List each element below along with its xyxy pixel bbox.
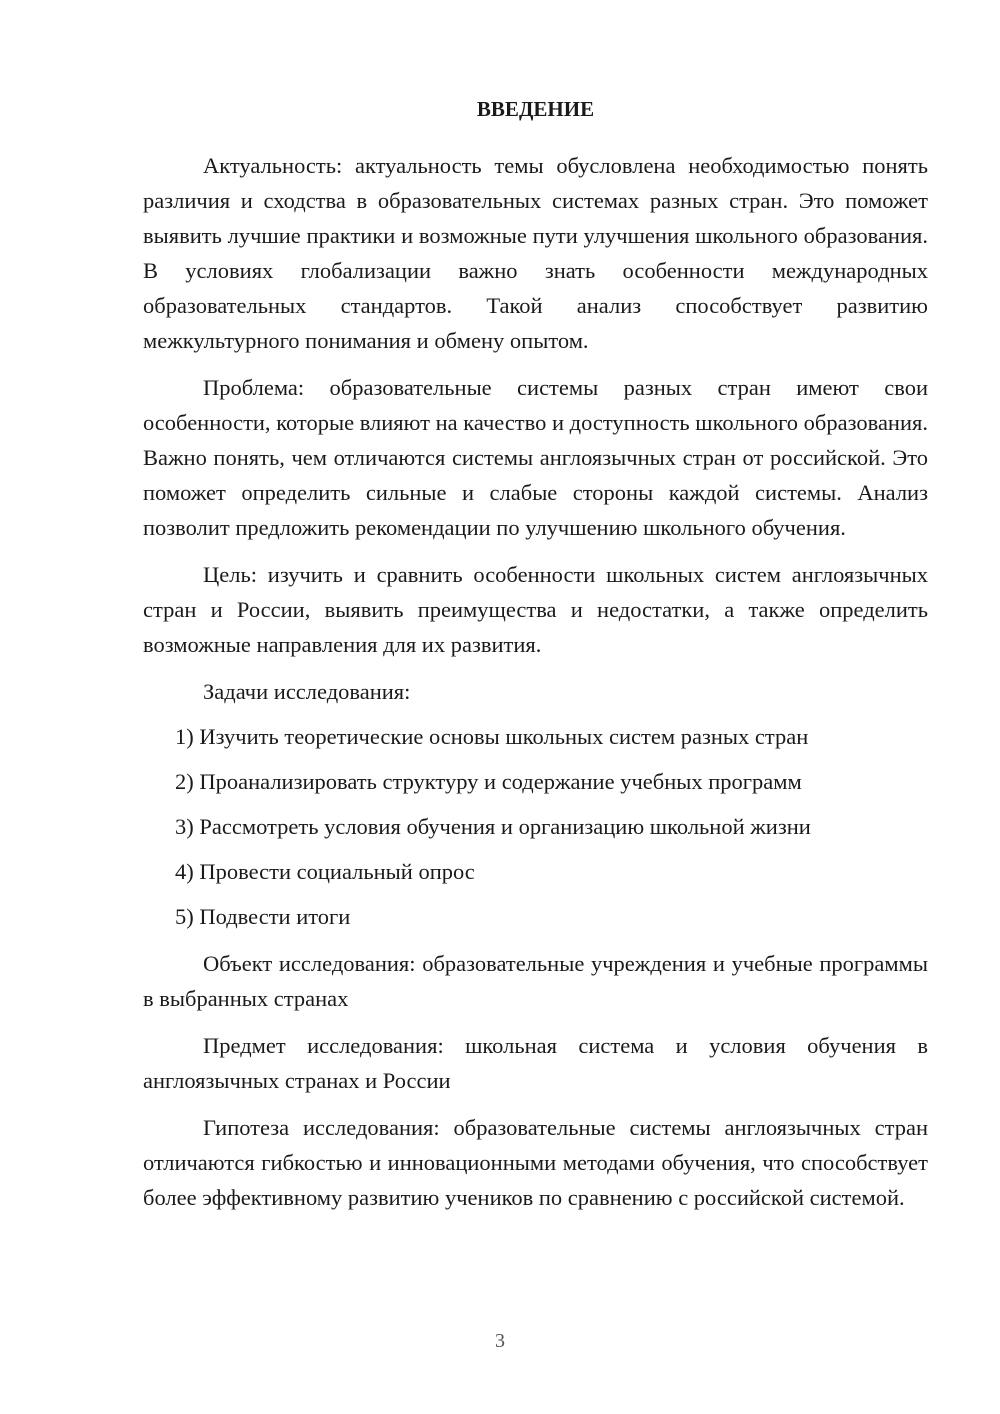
tasks-label: Задачи исследования: bbox=[203, 679, 411, 704]
page-title: ВВЕДЕНИЕ bbox=[476, 97, 595, 121]
tasks-list bbox=[143, 719, 928, 934]
list-item: 5) Подвести итоги bbox=[175, 904, 351, 929]
paragraph-hypothesis: Гипотеза исследования: образовательные системы англоязычных стран отличаются гибкостью и инновационными методами обучения, что способствует более эффективному развитию учеников по сравнению с российской системой. bbox=[143, 1115, 928, 1210]
list-item: 2) Проанализировать структуру и содержание учебных программ bbox=[175, 769, 802, 794]
page-number: 3 bbox=[495, 1330, 505, 1352]
paragraph-goal: Цель: изучить и сравнить особенности школьных систем англоязычных стран и России, выявить преимущества и недостатки, а также определить возможные направления для их развития. bbox=[143, 562, 928, 657]
list-item: 4) Провести социальный опрос bbox=[175, 859, 475, 884]
list-item: 3) Рассмотреть условия обучения и организацию школьной жизни bbox=[175, 814, 811, 839]
paragraph-object: Объект исследования: образовательные учреждения и учебные программы в выбранных странах bbox=[143, 951, 928, 1011]
paragraph-subject: Предмет исследования: школьная система и условия обучения в англоязычных странах и России bbox=[143, 1033, 928, 1093]
paragraph-relevance: Актуальность: актуальность темы обусловлена необходимостью понять различия и сходства в образовательных системах разных стран. Это поможет выявить лучшие практики и возможные пути улучшения школьного образования. В условиях глобализации важно знать особенности международных образовательных стандартов. Такой анализ способствует развитию межкультурного понимания и обмену опытом. bbox=[143, 153, 928, 353]
document-page bbox=[143, 92, 928, 1227]
paragraph-problem: Проблема: образовательные системы разных стран имеют свои особенности, которые влияют на качество и доступность школьного образования. Важно понять, чем отличаются системы англоязычных стран от российской. Это поможет определить сильные и слабые стороны каждой системы. Анализ позволит предложить рекомендации по улучшению школьного обучения. bbox=[143, 375, 928, 540]
list-item: 1) Изучить теоретические основы школьных систем разных стран bbox=[175, 724, 809, 749]
